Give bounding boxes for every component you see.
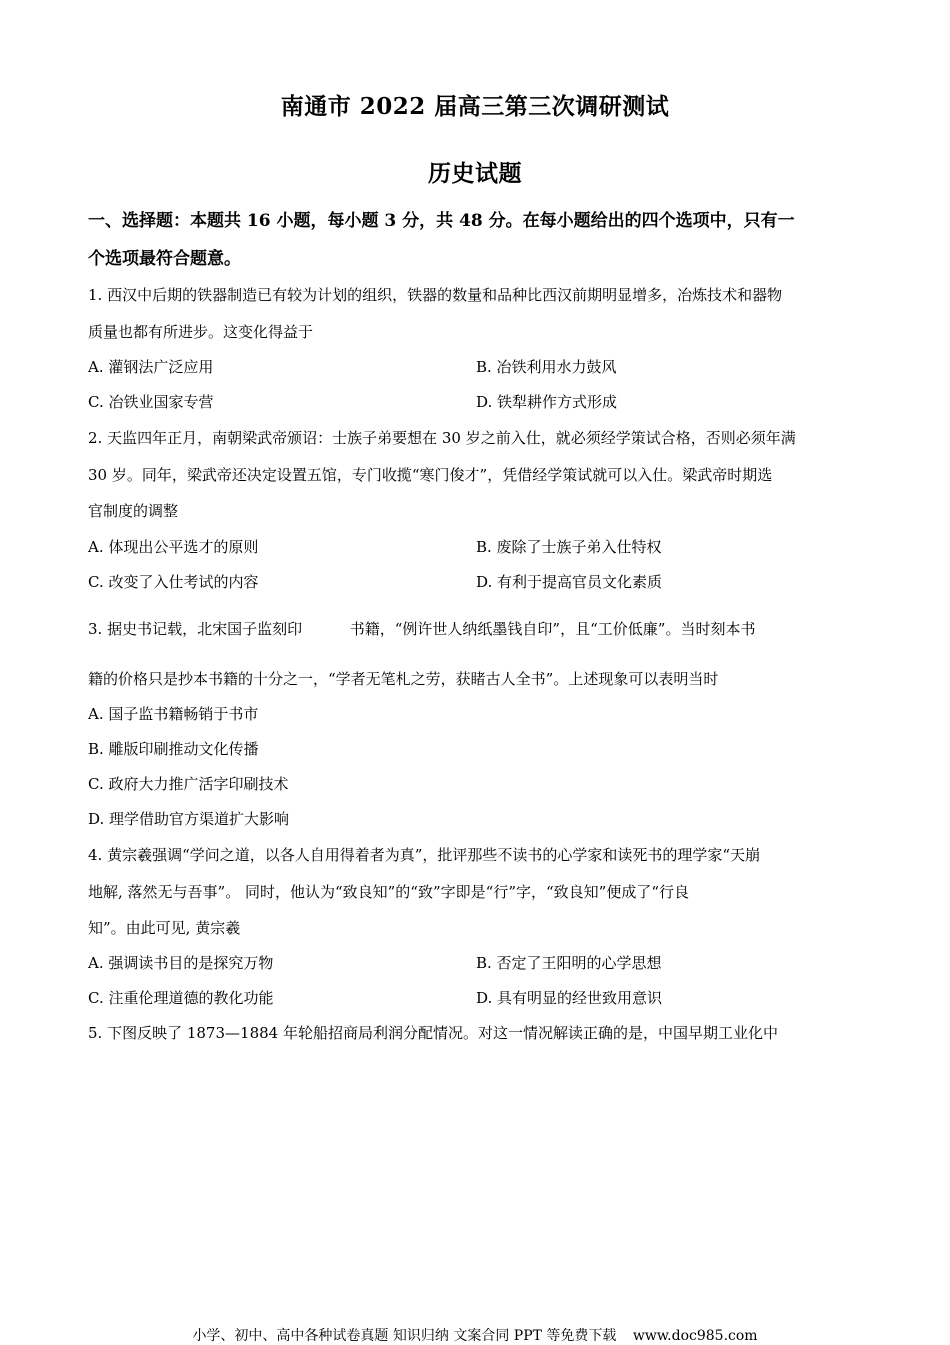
question-2-line-3: 官制度的调整 bbox=[88, 502, 179, 520]
page-subtitle: 历史试题 bbox=[428, 160, 522, 187]
section-heading-line-1: 一、选择题：本题共 16 小题，每小题 3 分，共 48 分。在每小题给出的四个选项中，只有一 bbox=[88, 211, 795, 231]
question-3-option-a: A. 国子监书籍畅销于书市 bbox=[88, 705, 259, 723]
question-1-option-a: A. 灌钢法广泛应用 bbox=[88, 358, 214, 376]
page-title: 南通市 2022 届高三第三次调研测试 bbox=[280, 93, 670, 120]
question-4-line-3: 知”。由此可见, 黄宗羲 bbox=[88, 919, 241, 937]
footer-text: 小学、初中、高中各种试卷真题 知识归纳 文案合同 PPT 等免费下载 bbox=[192, 1328, 617, 1344]
question-2-option-b: B. 废除了士族子弟入仕特权 bbox=[476, 538, 662, 556]
section-heading-line-2: 个选项最符合题意。 bbox=[88, 249, 241, 269]
page-footer bbox=[0, 1325, 950, 1345]
question-1-line-2: 质量也都有所进步。这变化得益于 bbox=[88, 323, 314, 341]
question-4-line-1: 4. 黄宗羲强调“学问之道，以各人自用得着者为真”，批评那些不读书的心学家和读死书的理学家“天崩 bbox=[88, 846, 761, 864]
question-2-line-2: 30 岁。同年，梁武帝还决定设置五馆，专门收揽“寒门俊才”，凭借经学策试就可以入仕。梁武帝时期选 bbox=[88, 466, 773, 484]
question-1-line-1: 1. 西汉中后期的铁器制造已有较为计划的组织，铁器的数量和品种比西汉前期明显增多，冶炼技术和器物 bbox=[88, 286, 783, 304]
question-3-option-c: C. 政府大力推广活字印刷技术 bbox=[88, 775, 289, 793]
question-4-option-b: B. 否定了王阳明的心学思想 bbox=[476, 954, 662, 972]
question-1-option-c: C. 冶铁业国家专营 bbox=[88, 393, 214, 411]
question-3-option-b: B. 雕版印刷推动文化传播 bbox=[88, 740, 259, 758]
question-4-option-a: A. 强调读书目的是探究万物 bbox=[88, 954, 274, 972]
question-2-option-d: D. 有利于提高官员文化素质 bbox=[476, 573, 663, 591]
question-3-option-d: D. 理学借助官方渠道扩大影响 bbox=[88, 810, 290, 828]
question-3-line-2: 籍的价格只是抄本书籍的十分之一，“学者无笔札之劳，获睹古人全书”。上述现象可以表明当时 bbox=[88, 670, 719, 688]
question-4-option-c: C. 注重伦理道德的教化功能 bbox=[88, 989, 274, 1007]
question-2-line-1: 2. 天监四年正月，南朝梁武帝颁诏：士族子弟要想在 30 岁之前入仕，就必须经学策试合格，否则必须年满 bbox=[88, 429, 796, 447]
footer-site-link[interactable]: www.doc985.com bbox=[632, 1328, 758, 1344]
question-2-option-a: A. 体现出公平选才的原则 bbox=[88, 538, 259, 556]
question-5-line-1: 5. 下图反映了 1873—1884 年轮船招商局利润分配情况。对这一情况解读正确的是，中国早期工业化中 bbox=[88, 1024, 778, 1042]
question-3-line-1: 3. 据史书记载，北宋国子监刻印 书籍，“例许世人纳纸墨钱自印”，且“工价低廉”。当时刻本书 bbox=[88, 620, 756, 638]
question-4-line-2: 地解, 落然无与吾事”。 同时，他认为“致良知”的“致”字即是“行”字，“致良知”便成了“行良 bbox=[88, 883, 689, 901]
question-1-option-d: D. 铁犁耕作方式形成 bbox=[476, 393, 618, 411]
question-2-option-c: C. 改变了入仕考试的内容 bbox=[88, 573, 259, 591]
question-1-option-b: B. 冶铁利用水力鼓风 bbox=[476, 358, 617, 376]
question-4-option-d: D. 具有明显的经世致用意识 bbox=[476, 989, 663, 1007]
